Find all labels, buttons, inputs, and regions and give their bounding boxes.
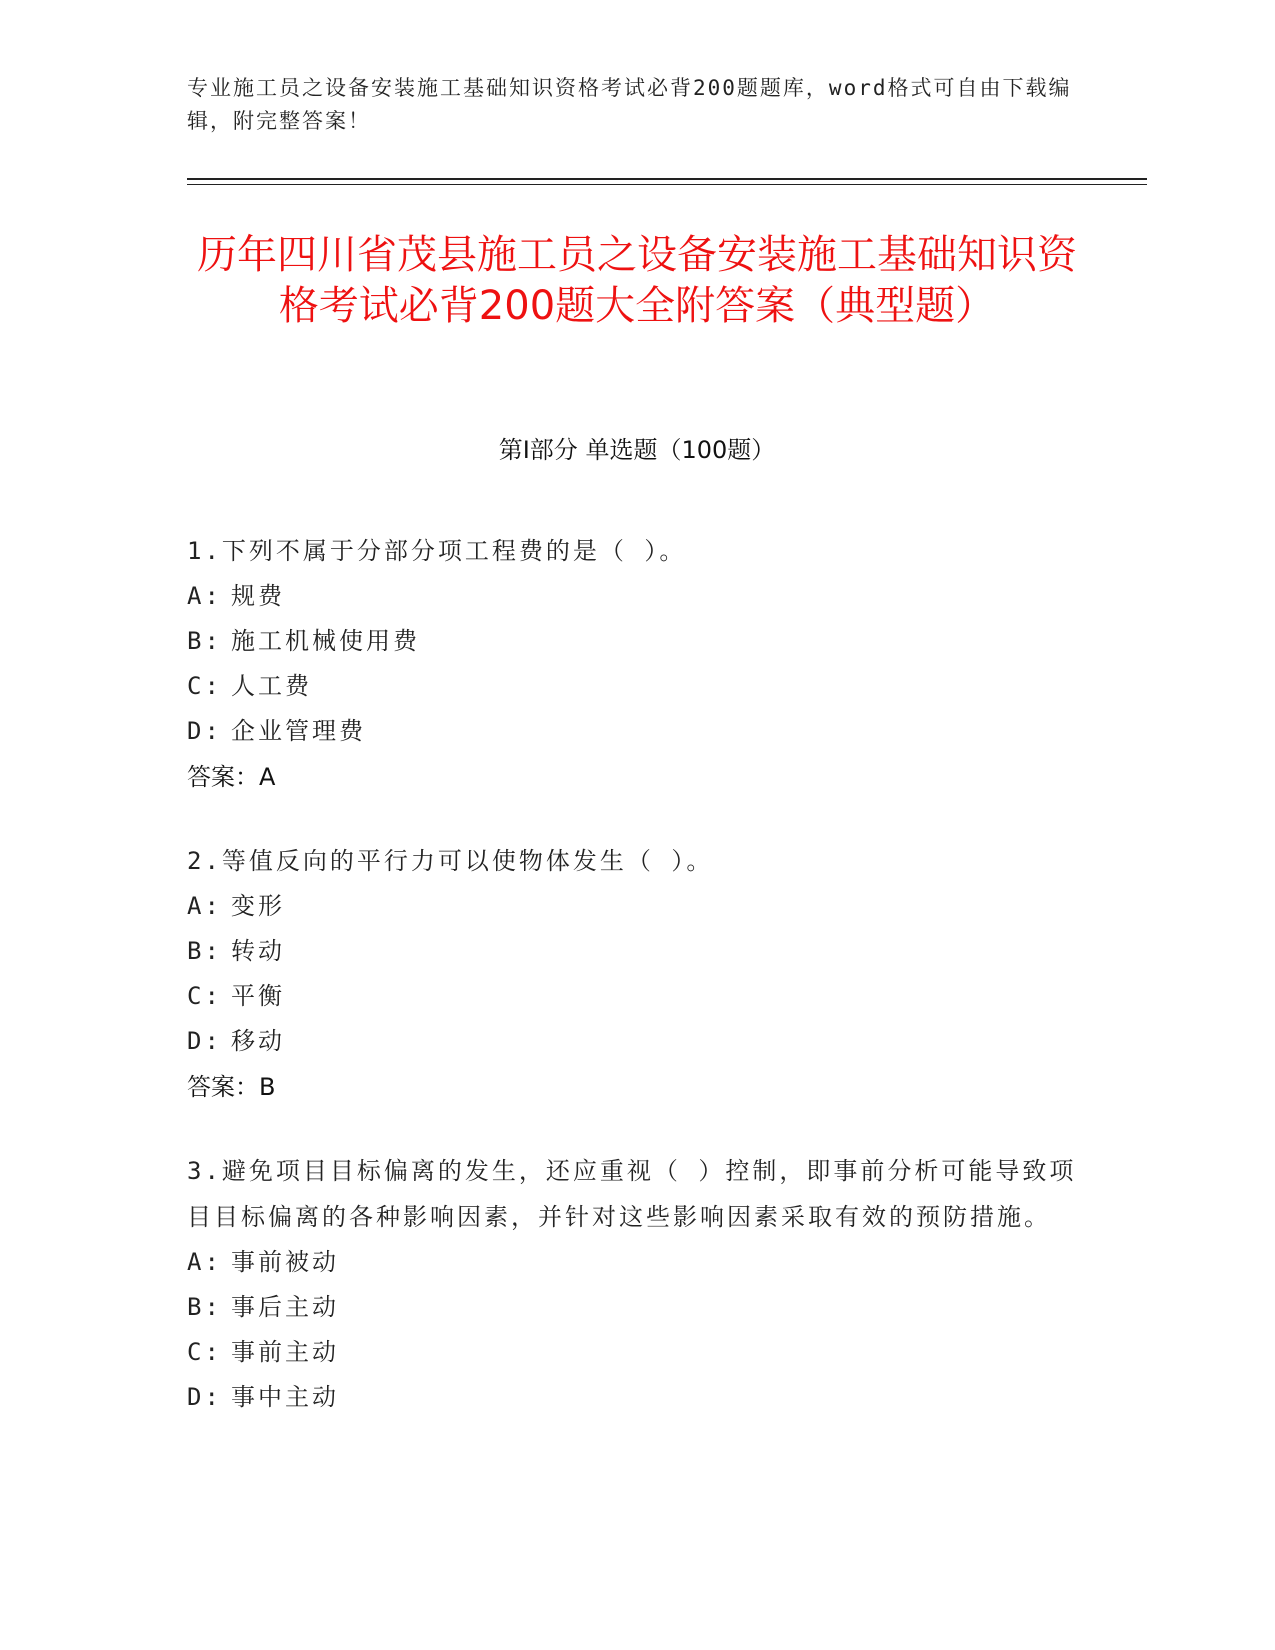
option-key: B:	[187, 627, 222, 655]
option-key: C:	[187, 1338, 222, 1366]
section-title: 第Ⅰ部分 单选题（100题）	[498, 436, 776, 464]
question-list	[187, 528, 1087, 1458]
question-1	[187, 528, 1087, 800]
header-divider-thin	[187, 184, 1147, 185]
option-text: 事中主动	[231, 1383, 339, 1411]
option-key: D:	[187, 1027, 222, 1055]
option-text: 变形	[231, 892, 285, 920]
option-text: 转动	[231, 937, 285, 965]
option-key: B:	[187, 1293, 222, 1321]
header-divider-thick	[187, 178, 1147, 180]
option-key: A:	[187, 1248, 222, 1276]
option-c	[187, 1330, 1087, 1375]
option-d	[187, 1375, 1087, 1420]
option-b	[187, 1285, 1087, 1330]
option-a	[187, 1240, 1087, 1285]
option-text: 人工费	[231, 672, 312, 700]
option-text: 规费	[231, 582, 285, 610]
option-b	[187, 619, 1087, 664]
option-b	[187, 929, 1087, 974]
option-text: 事前被动	[231, 1248, 339, 1276]
option-key: C:	[187, 672, 222, 700]
option-key: D:	[187, 717, 222, 745]
option-text: 企业管理费	[231, 717, 366, 745]
answer-line: 答案：A	[187, 763, 276, 791]
option-c	[187, 664, 1087, 709]
option-key: A:	[187, 582, 222, 610]
option-text: 事前主动	[231, 1338, 339, 1366]
option-text: 平衡	[231, 982, 285, 1010]
option-d	[187, 1019, 1087, 1064]
answer-line: 答案：B	[187, 1073, 276, 1101]
option-key: D:	[187, 1383, 222, 1411]
question-stem: 3.避免项目目标偏离的发生，还应重视（ ）控制，即事前分析可能导致项目目标偏离的各种影响因素，并针对这些影响因素采取有效的预防措施。	[187, 1157, 1077, 1231]
option-key: C:	[187, 982, 222, 1010]
option-key: A:	[187, 892, 222, 920]
question-2	[187, 838, 1087, 1110]
question-stem: 1.下列不属于分部分项工程费的是（ ）。	[187, 537, 687, 565]
option-a	[187, 884, 1087, 929]
option-key: B:	[187, 937, 222, 965]
question-stem: 2.等值反向的平行力可以使物体发生（ ）。	[187, 847, 714, 875]
question-3	[187, 1148, 1087, 1420]
option-text: 事后主动	[231, 1293, 339, 1321]
option-c	[187, 974, 1087, 1019]
header-note: 专业施工员之设备安装施工基础知识资格考试必背200题题库，word格式可自由下载编辑，附完整答案！	[187, 76, 1072, 133]
document-title: 历年四川省茂县施工员之设备安装施工基础知识资格考试必背200题大全附答案（典型题）	[197, 232, 1077, 329]
option-a	[187, 574, 1087, 619]
option-d	[187, 709, 1087, 754]
option-text: 移动	[231, 1027, 285, 1055]
option-text: 施工机械使用费	[231, 627, 420, 655]
